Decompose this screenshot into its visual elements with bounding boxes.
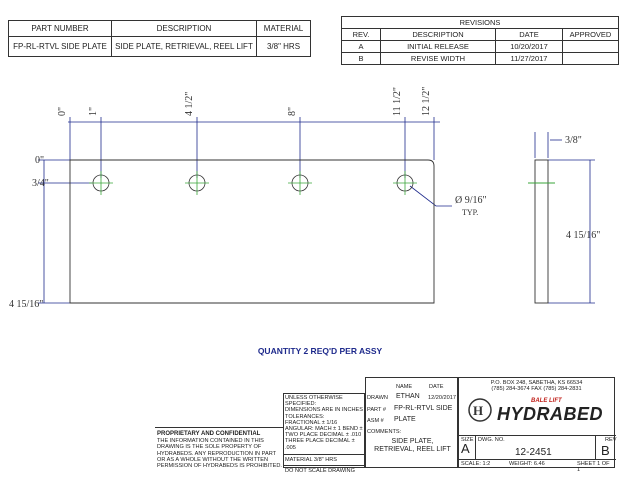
dim-top-3: 8" — [287, 106, 298, 116]
comments-label: COMMENTS: — [367, 429, 402, 435]
drawn-name: ETHAN — [396, 393, 420, 400]
dim-side-height: 4 15/16" — [566, 230, 601, 241]
side-view — [528, 160, 555, 303]
drawn-date: 12/20/2017 — [428, 395, 456, 401]
rev-letter: B — [342, 53, 381, 65]
dwg-value: 12-2451 — [515, 447, 552, 458]
proprietary-line: OR AS A WHOLE WITHOUT THE WRITTEN — [157, 456, 269, 463]
comments-value — [366, 438, 459, 454]
hole — [393, 171, 417, 195]
dim-top-5: 12 1/2" — [421, 86, 432, 116]
material-label: MATERIAL 3/8" HRS — [284, 454, 364, 465]
dimension-labels — [9, 87, 600, 310]
proprietary-line: PERMISSION OF HYDRABEDS IS PROHIBITED. — [157, 463, 282, 470]
part-material-cell: 3/8" HRS — [257, 37, 311, 57]
dim-left-zero: 0" — [35, 155, 45, 166]
dim-left-height: 4 15/16" — [9, 299, 44, 310]
hole — [185, 171, 209, 195]
hole-pattern — [89, 171, 417, 195]
part-description-cell: SIDE PLATE, RETRIEVAL, REEL LIFT — [112, 37, 257, 57]
hydrabed-emblem-icon — [467, 397, 493, 423]
weight-value: WEIGHT: 6.46 — [509, 461, 545, 467]
tolerance-line: DIMENSIONS ARE IN INCHES — [285, 407, 364, 414]
asm-value: PLATE — [394, 416, 416, 423]
part-number-cell: FP-RL-RTVL SIDE PLATE — [9, 37, 112, 57]
part-header-material: MATERIAL — [257, 21, 311, 37]
rev-header-approved: APPROVED — [563, 29, 619, 41]
dim-top-2: 4 1/2" — [184, 91, 195, 116]
hole — [288, 171, 312, 195]
tolerance-section — [283, 393, 365, 475]
logo-text: HYDRABED — [497, 404, 604, 424]
divider — [459, 459, 616, 460]
tolerance-line: FRACTIONAL ± 1/16 — [285, 419, 338, 426]
drawn-section — [365, 377, 458, 468]
size-value: A — [461, 441, 470, 456]
company-address-1: P.O. BOX 248, SABETHA, KS 66534 — [490, 380, 583, 386]
dim-top-4: 11 1/2" — [392, 87, 403, 116]
part-label: PART # — [367, 407, 386, 413]
tolerance-line: UNLESS OTHERWISE SPECIFIED: — [285, 395, 343, 408]
do-not-scale: DO NOT SCALE DRAWING — [284, 465, 364, 476]
title-block — [155, 377, 617, 475]
rev-description: INITIAL RELEASE — [381, 41, 496, 53]
sheet-value: SHEET 1 OF 1 — [577, 461, 610, 474]
asm-label: ASM # — [367, 418, 384, 424]
size-label: SIZE — [461, 437, 474, 443]
logo-tag: BALE LIFT — [531, 398, 562, 404]
rev-header-date: DATE — [496, 29, 563, 41]
rev-date: 10/20/2017 — [496, 41, 563, 53]
side-plate-outline — [70, 160, 434, 303]
dim-left-hole: 3/4" — [32, 178, 49, 189]
dim-side-thickness: 3/8" — [565, 135, 582, 146]
rev-description: REVISE WIDTH — [381, 53, 496, 65]
quantity-note: QUANTITY 2 REQ'D PER ASSY — [257, 346, 383, 356]
dim-hole-diameter: Ø 9/16" — [455, 195, 487, 206]
rev-label: REV — [605, 437, 617, 443]
drawn-label: DRAWN — [367, 395, 388, 401]
proprietary-line: DRAWING IS THE SOLE PROPERTY OF — [157, 444, 262, 451]
tolerance-line: TOLERANCES: — [285, 413, 325, 420]
part-value: FP-RL-RTVL SIDE — [394, 405, 453, 412]
part-header-description: DESCRIPTION — [112, 21, 257, 37]
divider — [475, 435, 476, 459]
rev-letter: A — [342, 41, 381, 53]
tolerance-line: TWO PLACE DECIMAL ± .010 — [285, 432, 362, 439]
company-section — [458, 377, 617, 474]
dim-hole-note: TYP. — [462, 208, 479, 217]
name-header: NAME — [396, 384, 413, 390]
dim-top-0: 0" — [57, 106, 68, 116]
proprietary-section — [155, 427, 283, 468]
hole — [89, 171, 113, 195]
proprietary-title: PROPRIETARY AND CONFIDENTIAL — [157, 431, 261, 437]
dim-top-1: 1" — [88, 106, 99, 116]
comments-line: SIDE PLATE, — [391, 438, 434, 445]
scale-value: SCALE: 1:2 — [461, 461, 491, 467]
tolerance-line: THREE PLACE DECIMAL ± .005 — [285, 438, 355, 451]
rev-header-description: DESCRIPTION — [381, 29, 496, 41]
company-address-2: (785) 284-3674 FAX (785) 284-2831 — [491, 386, 582, 393]
comments-line: RETRIEVAL, REEL LIFT — [374, 446, 451, 453]
divider — [595, 435, 596, 459]
dwg-label: DWG. NO. — [478, 437, 505, 443]
proprietary-line: THE INFORMATION CONTAINED IN THIS — [157, 438, 264, 445]
svg-text:H: H — [473, 403, 484, 418]
date-header: DATE — [429, 384, 444, 390]
proprietary-line: HYDRABEDS. ANY REPRODUCTION IN PART — [157, 450, 277, 457]
divider — [459, 435, 616, 436]
rev-date: 11/27/2017 — [496, 53, 563, 65]
rev-header-rev: REV. — [342, 29, 381, 41]
tolerance-line: ANGULAR: MACH ± 1 BEND ± — [285, 426, 363, 433]
dimension-lines — [38, 117, 595, 303]
part-header-part-number: PART NUMBER — [9, 21, 112, 37]
rev-value: B — [601, 443, 610, 458]
revisions-title: REVISIONS — [342, 17, 619, 29]
